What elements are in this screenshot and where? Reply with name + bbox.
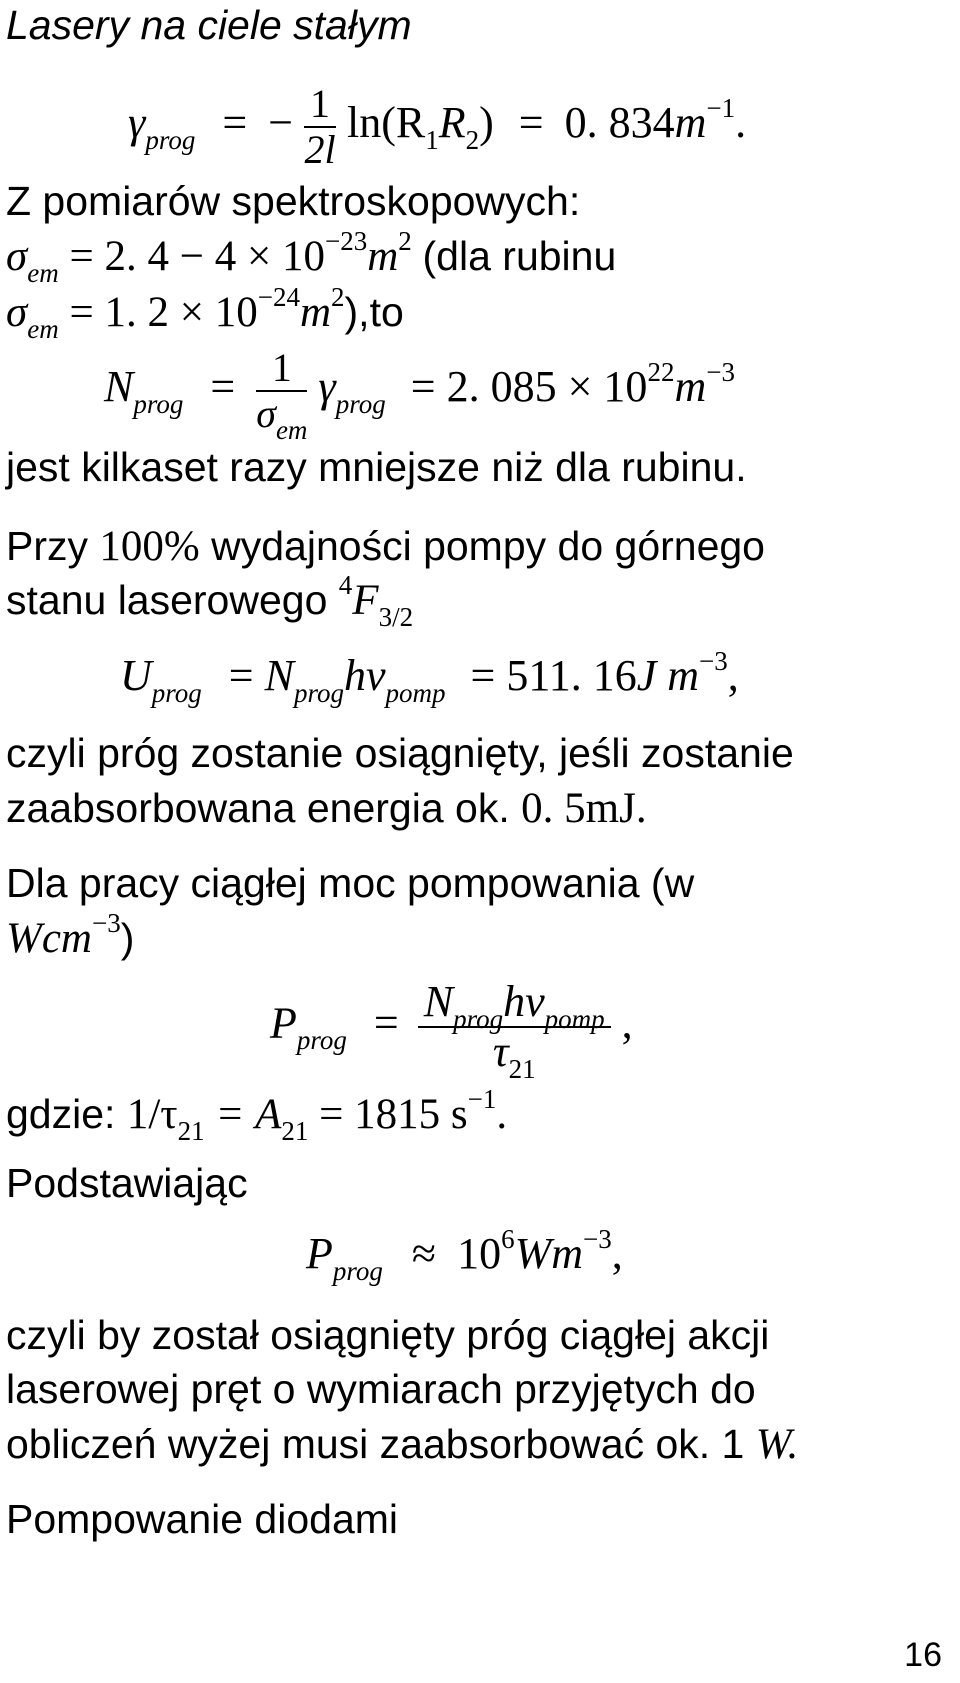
section-heading: Pompowanie diodami	[6, 1496, 399, 1542]
equation-gamma-prog: $\gamma_{prog}$ = − $\frac{1}{2l}$ $\ln(R_1R_2) = 0$. $834m^{-1}$.	[128, 81, 747, 172]
text-line: czyli by został osiągnięty próg ciągłej akcji	[6, 1312, 770, 1358]
text-line: Podstawiając	[6, 1160, 248, 1206]
text-line: gdzie: $1/\tau_{21} = A_{21} = 1815$ $s^{-1}$.	[6, 1084, 508, 1146]
text-line: Dla pracy ciągłej moc pompowania (w	[6, 860, 695, 906]
text-line: jest kilkaset razy mniejsze niż dla rubinu.	[6, 444, 747, 490]
page-number: 16	[904, 1636, 942, 1674]
text-line: Przy 100% wydajności pompy do górnego	[6, 523, 765, 570]
page-title: Lasery na ciele stałym	[6, 2, 412, 48]
text-line: stanu laserowego $^4F_{3/2}$	[6, 570, 414, 632]
equation-n-prog: $N_{prog}$ = $\frac{1}{\sigma_{em}}$ $\gamma_{prog} = 2$. $085 \times 10^{22}m^{-3}$	[104, 345, 735, 445]
text-line: zaabsorbowana energia ok. 0. 5mJ.	[6, 785, 647, 832]
equation-u-prog: $U_{prog} = N_{prog}h\nu_{pomp} = 511$. 16J $m^{-3}$,	[120, 646, 739, 708]
text-line: czyli próg zostanie osiągnięty, jeśli zostanie	[6, 730, 794, 776]
text-line: obliczeń wyżej musi zaabsorbować ok. 1 W.	[6, 1421, 799, 1468]
text-line: laserowej pręt o wymiarach przyjętych do	[6, 1366, 756, 1412]
text-line: Z pomiarów spektroskopowych:	[6, 178, 581, 224]
sigma-line-2: $\sigma_{em} = 1$. $2 \times 10^{-24}m^2),to$	[6, 282, 404, 344]
text-line: Wcm$^{-3}$)	[6, 908, 135, 962]
sigma-ruby-line: $\sigma_{em} = 2$. $4 - 4 \times 10^{-23}m^2$ (dla rubinu	[6, 226, 617, 288]
equation-p-prog: $P_{prog}$ = $\frac{N_{prog}h\nu_{pomp}}{\tau_{21}}$ ,	[270, 977, 633, 1085]
equation-p-prog-approx: $P_{prog} \approx 10^6Wm^{-3}$,	[306, 1224, 623, 1286]
